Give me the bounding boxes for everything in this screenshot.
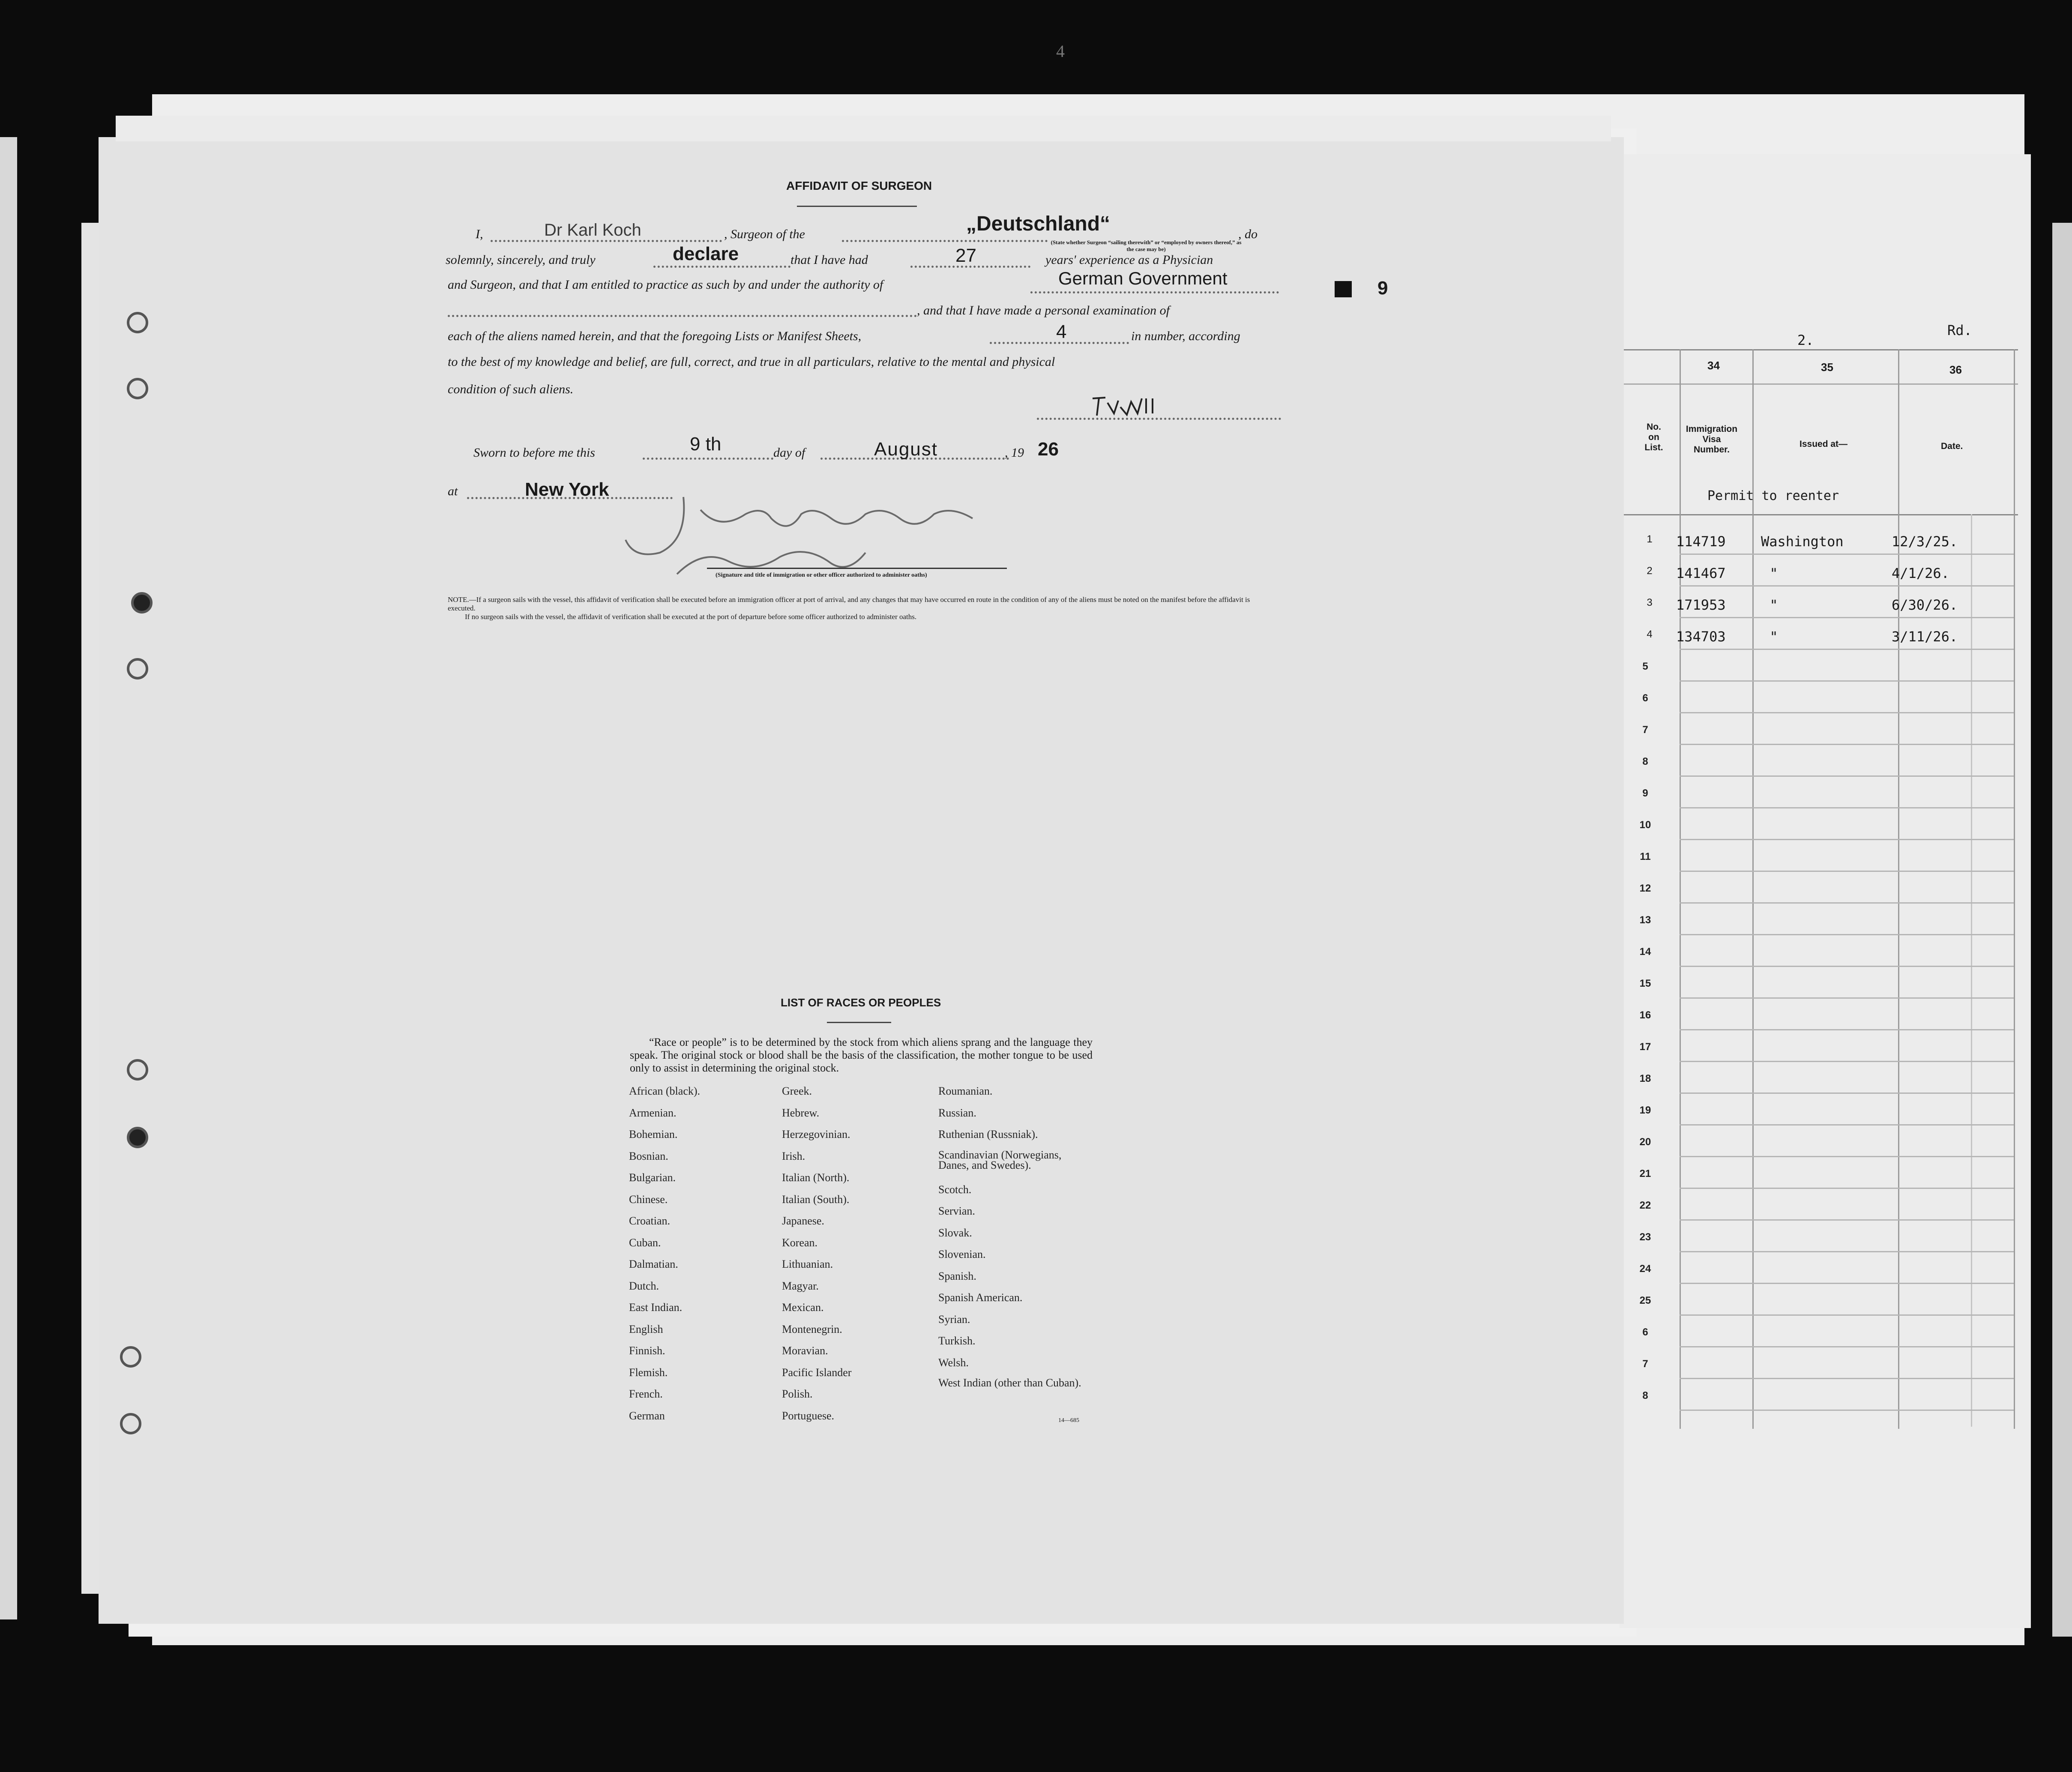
row-number: 5 <box>1642 661 1648 672</box>
punch-hole <box>127 312 148 333</box>
manifest-row-line <box>1680 1283 2014 1284</box>
affidavit-line4: , and that I have made a personal examination of <box>917 303 1170 317</box>
manifest-col-line-4 <box>2014 349 2015 1429</box>
title-underline <box>797 206 917 207</box>
experience-text: years' experience as a Physician <box>1045 253 1213 267</box>
race-item: Chinese. <box>629 1193 668 1206</box>
entry-visa-number: 134703 <box>1676 629 1726 645</box>
race-item: German <box>629 1409 665 1422</box>
sheet-mark <box>1335 278 1388 299</box>
header-issued-at: Issued at— <box>1800 439 1848 449</box>
race-item: Polish. <box>782 1388 813 1400</box>
header-visa-number: Immigration Visa Number. <box>1686 424 1738 455</box>
top-page-mark: 4 <box>1056 42 1065 61</box>
sheet-mark-number: 9 <box>1377 278 1388 299</box>
affidavit-line2: solemnly, sincerely, and truly <box>446 253 596 267</box>
race-item: Finnish. <box>629 1344 665 1357</box>
manifest-row-line <box>1680 744 2014 745</box>
races-title: LIST OF RACES OR PEOPLES <box>781 996 941 1009</box>
sworn-day-field: 9 th <box>690 434 722 455</box>
race-item: Italian (South). <box>782 1193 850 1206</box>
manifest-row-line <box>1680 839 2014 840</box>
permit-to-reenter-note: Permit to reenter <box>1707 488 1839 503</box>
race-item: Italian (North). <box>782 1171 850 1184</box>
race-item: Syrian. <box>938 1313 970 1326</box>
race-item: Slovak. <box>938 1226 972 1239</box>
header-date: Date. <box>1941 441 1963 451</box>
affidavit-i: I, <box>476 227 483 241</box>
manifest-col-line-5 <box>1971 514 1972 1427</box>
race-item: Slovenian. <box>938 1248 986 1260</box>
sworn-place-field: New York <box>525 479 609 500</box>
row-number: 12 <box>1639 883 1651 894</box>
affidavit-do: , do <box>1238 227 1258 241</box>
signature-caption: (Signature and title of immigration or other officer authorized to administer oaths) <box>716 572 927 578</box>
entry-issued-at: " <box>1770 565 1778 581</box>
after-sheets-text: in number, according <box>1131 329 1240 343</box>
manifest-row-line <box>1680 1188 2014 1189</box>
dotted-line <box>643 458 773 460</box>
race-item: Scandinavian (Norwegians, Danes, and Swedes). <box>938 1148 1062 1171</box>
have-had-text: that I have had <box>790 253 868 267</box>
entry-visa-number: 171953 <box>1676 597 1726 613</box>
surgeon-signature <box>1088 390 1165 420</box>
manifest-row-line <box>1680 902 2014 904</box>
sheet-mark-block <box>1335 281 1352 297</box>
manifest-row-line <box>1680 680 2014 682</box>
row-number: 24 <box>1639 1263 1651 1275</box>
years-field: 27 <box>955 245 976 266</box>
punch-hole <box>120 1346 141 1368</box>
race-item: Japanese. <box>782 1215 824 1227</box>
row-number: 25 <box>1639 1295 1651 1306</box>
day-of-text: day of <box>773 446 805 460</box>
manifest-row-line <box>1680 807 2014 808</box>
entry-number: 4 <box>1647 629 1653 640</box>
officer-signature <box>608 488 1020 578</box>
dotted-line <box>842 240 1048 242</box>
affidavit-line5: each of the aliens named herein, and that the foregoing Lists or Manifest Sheets, <box>448 329 862 343</box>
sworn-month-field: August <box>874 439 938 460</box>
races-title-underline <box>827 1022 891 1023</box>
race-item: Greek. <box>782 1085 812 1097</box>
race-item: Korean. <box>782 1236 818 1249</box>
manifest-row-line <box>1680 1124 2014 1125</box>
race-item: Dalmatian. <box>629 1258 678 1270</box>
race-item: Pacific Islander <box>782 1366 852 1379</box>
authority-field: German Government <box>1058 268 1228 288</box>
entry-date: 3/11/26. <box>1892 629 1958 645</box>
row-number: 18 <box>1639 1073 1651 1084</box>
race-item: Moravian. <box>782 1344 828 1357</box>
race-item: Irish. <box>782 1149 805 1162</box>
affidavit-line7: condition of such aliens. <box>448 382 574 396</box>
race-item: Roumanian. <box>938 1085 993 1097</box>
race-item: East Indian. <box>629 1301 683 1314</box>
race-item: African (black). <box>629 1085 701 1097</box>
sworn-text: Sworn to before me this <box>473 446 595 460</box>
manifest-row-line <box>1680 617 2014 618</box>
race-item: English <box>629 1323 663 1335</box>
manifest-row-line <box>1680 649 2014 650</box>
entry-visa-number: 141467 <box>1676 565 1726 581</box>
race-item: Bulgarian. <box>629 1171 676 1184</box>
row-number: 13 <box>1639 914 1651 926</box>
affidavit-title: AFFIDAVIT OF SURGEON <box>786 179 932 192</box>
manifest-rd-label: Rd. <box>1947 322 1972 338</box>
manifest-row-line <box>1680 1061 2014 1062</box>
race-item: Ruthenian (Russniak). <box>938 1128 1038 1140</box>
at-label: at <box>448 484 458 498</box>
entry-visa-number: 114719 <box>1676 533 1726 550</box>
race-item: Scotch. <box>938 1183 972 1196</box>
sworn-year-field: 26 <box>1038 439 1059 460</box>
race-item: Lithuanian. <box>782 1258 833 1270</box>
manifest-row-line <box>1680 1314 2014 1316</box>
declare-field: declare <box>673 243 739 264</box>
race-item: Portuguese. <box>782 1409 835 1422</box>
state-note: (State whether Surgeon “sailing therewith” or “employed by owners thereof,” as the case may be) <box>1051 239 1242 252</box>
entry-number: 1 <box>1647 533 1653 545</box>
affidavit-line3: and Surgeon, and that I am entitled to practice as such by and under the authority of <box>448 278 883 292</box>
race-item: Montenegrin. <box>782 1323 842 1335</box>
race-item: Mexican. <box>782 1301 824 1314</box>
row-number: 15 <box>1639 978 1651 989</box>
row-number: 8 <box>1642 1390 1648 1401</box>
back-sheet-left <box>0 137 17 1619</box>
race-item: Armenian. <box>629 1106 677 1119</box>
manifest-sheet <box>1620 154 2031 1628</box>
surgeon-name-field: Dr Karl Koch <box>544 221 641 239</box>
manifest-row-line <box>1680 1378 2014 1379</box>
row-number: 21 <box>1639 1168 1651 1179</box>
note-2: If no surgeon sails with the vessel, the affidavit of verification shall be executed at the port of departure before some officer authorized to administer oaths. <box>465 613 917 621</box>
row-number: 8 <box>1642 756 1648 767</box>
manifest-row-line <box>1680 997 2014 999</box>
signature-line <box>1037 418 1281 420</box>
row-number: 7 <box>1642 724 1648 736</box>
race-item: Bosnian. <box>629 1149 668 1162</box>
race-item: West Indian (other than Cuban). <box>938 1377 1081 1389</box>
affidavit-sheet-top-edge <box>116 116 1611 141</box>
entry-issued-at: Washington <box>1761 533 1844 550</box>
manifest-row-line <box>1680 554 2014 555</box>
punch-hole <box>127 1059 148 1081</box>
race-item: French. <box>629 1388 663 1400</box>
entry-number: 3 <box>1647 597 1653 608</box>
punch-hole <box>120 1413 141 1434</box>
col-number-34: 34 <box>1707 359 1720 372</box>
manifest-row-line <box>1680 1156 2014 1157</box>
manifest-row-line <box>1680 1251 2014 1252</box>
manifest-row-line <box>1680 1093 2014 1094</box>
race-item: Welsh. <box>938 1356 969 1369</box>
manifest-row-line <box>1680 1029 2014 1030</box>
entry-date: 6/30/26. <box>1892 597 1958 613</box>
punch-hole <box>127 658 148 679</box>
entry-date: 4/1/26. <box>1892 565 1949 581</box>
officer-signature-line <box>707 568 1007 569</box>
dotted-line <box>448 315 917 317</box>
row-number: 9 <box>1642 787 1648 799</box>
entry-issued-at: " <box>1770 597 1778 613</box>
col-number-36: 36 <box>1949 363 1962 376</box>
surgeon-of-the-text: , Surgeon of the <box>724 227 805 241</box>
race-item: Flemish. <box>629 1366 668 1379</box>
race-item: Croatian. <box>629 1215 671 1227</box>
manifest-row-line <box>1680 934 2014 935</box>
dotted-line <box>653 266 790 268</box>
dotted-line <box>1030 291 1279 293</box>
header-no-on-list: No. on List. <box>1644 422 1663 452</box>
manifest-row-line <box>1680 712 2014 713</box>
row-number: 17 <box>1639 1041 1651 1053</box>
manifest-row-line <box>1680 1219 2014 1221</box>
manifest-row-line <box>1680 966 2014 967</box>
row-number: 14 <box>1639 946 1651 958</box>
row-number: 22 <box>1639 1200 1651 1211</box>
row-number: 20 <box>1639 1136 1651 1148</box>
manifest-sheet-number: 2. <box>1797 332 1814 348</box>
entry-number: 2 <box>1647 565 1653 577</box>
dotted-line <box>491 240 722 242</box>
entry-date: 12/3/25. <box>1892 533 1958 550</box>
manifest-row-line <box>1680 1346 2014 1347</box>
row-number: 10 <box>1639 819 1651 831</box>
race-item: Spanish. <box>938 1269 976 1282</box>
row-number: 7 <box>1642 1358 1648 1370</box>
row-number: 6 <box>1642 692 1648 704</box>
year-prefix-text: , 19 <box>1005 446 1024 460</box>
entry-issued-at: " <box>1770 629 1778 645</box>
manifest-row-line <box>1680 1410 2014 1411</box>
col-number-35: 35 <box>1821 361 1833 374</box>
manifest-row-line <box>1680 871 2014 872</box>
note-1: NOTE.—If a surgeon sails with the vessel, this affidavit of verification shall be executed before an immigration officer at port of arrival, and any changes that may have occurred en route in the condition of any of the aliens must be noted on the manifest before the affidavit is executed. <box>448 596 1250 612</box>
manifest-col-line-1 <box>1680 349 1681 1429</box>
punch-hole <box>131 592 153 614</box>
race-item: Magyar. <box>782 1279 819 1292</box>
form-code: 14—685 <box>1058 1417 1079 1424</box>
manifest-col-line-3 <box>1898 349 1899 1429</box>
race-item: Herzegovinian. <box>782 1128 850 1140</box>
row-number: 23 <box>1639 1231 1651 1243</box>
race-item: Cuban. <box>629 1236 661 1249</box>
race-item: Russian. <box>938 1106 976 1119</box>
row-number: 11 <box>1640 851 1651 862</box>
row-number: 16 <box>1639 1009 1651 1021</box>
row-number: 6 <box>1642 1326 1648 1338</box>
race-item: Spanish American. <box>938 1291 1023 1304</box>
manifest-row-line <box>1680 585 2014 587</box>
punch-hole <box>127 378 148 399</box>
row-number: 19 <box>1639 1105 1651 1116</box>
race-item: Dutch. <box>629 1279 659 1292</box>
race-item: Turkish. <box>938 1335 976 1347</box>
races-intro: “Race or people” is to be determined by the stock from which aliens sprang and the language they speak. The original stock or blood shall be the basis of the classification, the mother tongue to be used only to assist in determining the original stock. <box>630 1036 1093 1074</box>
affidavit-line6: to the best of my knowledge and belief, are full, correct, and true in all particulars, relative to the mental and physical <box>448 355 1055 369</box>
punch-hole <box>127 1127 148 1148</box>
race-item: Servian. <box>938 1205 975 1217</box>
race-item: Bohemian. <box>629 1128 678 1140</box>
sheets-count-field: 4 <box>1056 321 1067 342</box>
race-item: Hebrew. <box>782 1106 820 1119</box>
back-sheet-right-edge <box>2052 223 2072 1637</box>
manifest-row-line <box>1680 775 2014 777</box>
manifest-col-line-2 <box>1752 349 1754 1429</box>
ship-name-field: „Deutschland“ <box>966 213 1111 235</box>
